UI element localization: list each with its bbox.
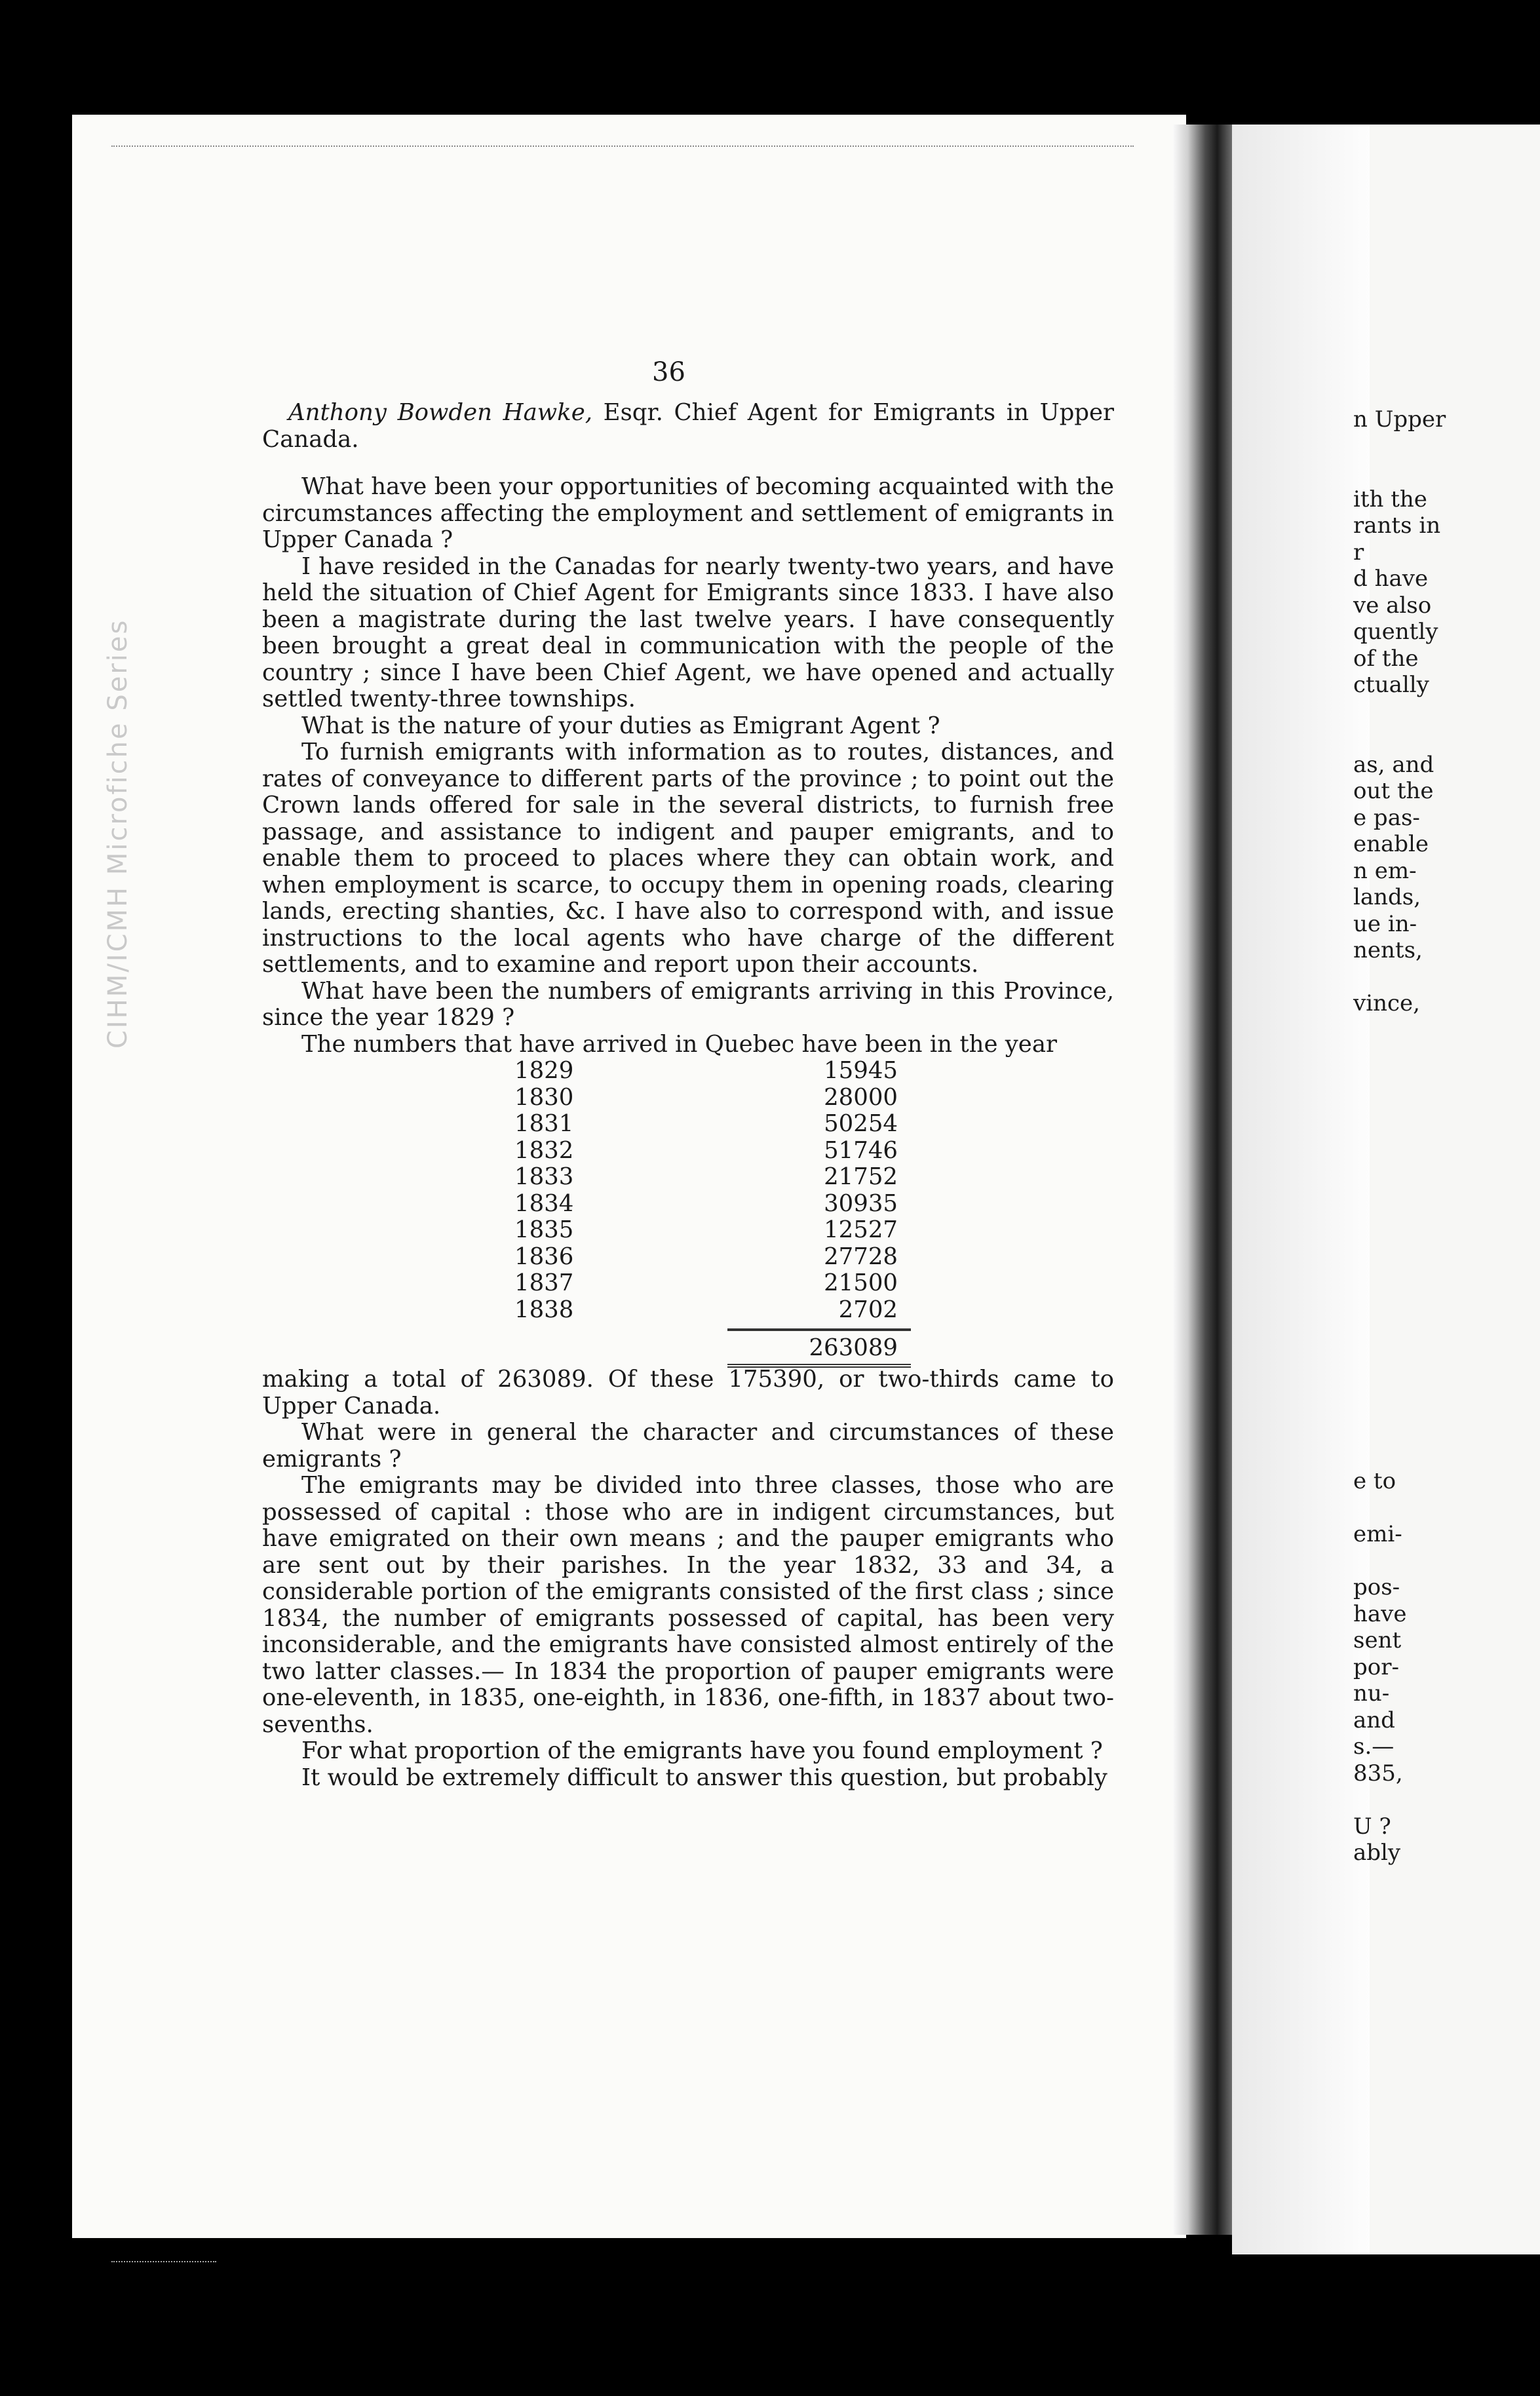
adjacent-page-fragment: as, and xyxy=(1353,751,1434,778)
adjacent-page-fragment xyxy=(1353,1229,1465,1256)
adjacent-page-fragment: U ? xyxy=(1353,1813,1391,1840)
adjacent-page-fragment: rants in xyxy=(1353,512,1441,539)
table-number: 51746 xyxy=(824,1136,898,1164)
adjacent-page-fragment xyxy=(1353,1123,1465,1150)
table-number: 50254 xyxy=(824,1110,898,1137)
adjacent-page-fragment: lands, xyxy=(1353,884,1421,910)
page-number: 36 xyxy=(652,357,685,387)
adjacent-page-fragment xyxy=(1353,1336,1465,1362)
table-row xyxy=(262,1297,1114,1324)
table-row xyxy=(262,1244,1114,1271)
paragraph: What is the nature of your duties as Emigrant Agent ? xyxy=(301,712,940,739)
adjacent-page-fragment xyxy=(1353,699,1465,725)
adjacent-page-fragment xyxy=(1353,1256,1465,1283)
table-year: 1831 xyxy=(514,1110,574,1137)
table-number: 27728 xyxy=(824,1243,898,1270)
adjacent-page-fragment: d have xyxy=(1353,566,1429,592)
table-row xyxy=(262,1085,1114,1111)
adjacent-page-fragment xyxy=(1353,725,1465,752)
adjacent-page-fragment xyxy=(1353,1389,1465,1416)
table-number: 15945 xyxy=(824,1057,898,1084)
paragraph: I have resided in the Canadas for nearly twenty-two years, and have held the situation of Chief Agent for Emigrants since 1833. I have also been a magistrate during the last twelve years. I have consequently been brought a great deal in communication with the people of the country ; since I have been Chief Agent, we have opened and actually settled twenty-three townships. xyxy=(262,552,1114,712)
adjacent-page-fragment xyxy=(1353,459,1465,486)
adjacent-page-fragment xyxy=(1353,1203,1465,1229)
adjacent-page-fragment: ctually xyxy=(1353,672,1429,698)
table-row xyxy=(262,1270,1114,1297)
paragraphs-before xyxy=(262,474,1114,1058)
bottom-rule xyxy=(111,2261,216,2262)
paragraphs-after xyxy=(262,1366,1114,1791)
table-year: 1834 xyxy=(514,1189,574,1217)
adjacent-page-fragment xyxy=(1353,1017,1465,1044)
adjacent-page-fragment: nents, xyxy=(1353,937,1423,963)
adjacent-page-text xyxy=(1353,406,1465,1866)
paragraph: For what proportion of the emigrants have you found employment ? xyxy=(301,1737,1103,1764)
adjacent-page-fragment: quently xyxy=(1353,619,1438,645)
book-gutter xyxy=(1173,125,1232,2235)
table-row xyxy=(262,1191,1114,1218)
table-year: 1829 xyxy=(514,1057,574,1084)
adjacent-page-fragment: r xyxy=(1353,539,1364,566)
adjacent-page-fragment xyxy=(1353,964,1465,991)
adjacent-page-fragment xyxy=(1353,1070,1465,1097)
paragraph: The emigrants may be divided into three classes, those who are possessed of capital : those who are in indigent circumstances, but have emigrated on their own means ; and the pauper emigrants who are sent out by their parishes. In the year 1832, 33 and 34, a considerable portion of the emigrants consisted of the first class ; since 1834, the number of emigrants possessed of capital, has been very inconsiderable, and the emigrants have consisted almost entirely of the two latter classes.— In 1834 the proportion of pauper emigrants were one-eleventh, in 1835, one-eighth, in 1836, one-fifth, in 1837 about two-sevenths. xyxy=(262,1472,1114,1738)
table-total-row xyxy=(262,1328,1114,1366)
adjacent-page-fragment: n Upper xyxy=(1353,406,1446,433)
adjacent-page-fragment: e pas- xyxy=(1353,804,1420,831)
adjacent-page-fragment: nu- xyxy=(1353,1680,1390,1707)
adjacent-page-fragment xyxy=(1353,1096,1465,1123)
table-year: 1838 xyxy=(514,1296,574,1323)
adjacent-page-fragment xyxy=(1353,1495,1465,1522)
paragraph: The numbers that have arrived in Quebec have been in the year xyxy=(301,1030,1057,1058)
adjacent-page-fragment: enable xyxy=(1353,831,1429,857)
table-row xyxy=(262,1058,1114,1085)
margin-stamp: CIHM/ICMH Microfiche Series xyxy=(103,618,133,1049)
adjacent-page-fragment: out the xyxy=(1353,778,1434,804)
adjacent-page-fragment: ve also xyxy=(1353,592,1432,619)
table-year: 1837 xyxy=(514,1269,574,1296)
table-year: 1830 xyxy=(514,1083,574,1111)
adjacent-page-fragment: emi- xyxy=(1353,1521,1402,1547)
paragraph: To furnish emigrants with information as to routes, distances, and rates of conveyance to different parts of the province ; to point out the Crown lands offered for sale in the several districts, to furnish free passage, and assistance to indigent and pauper emigrants, and to enable them to proceed to places where they can obtain work, and when employment is scarce, to occupy them in opening roads, clearing lands, erecting shanties, &c. I have also to correspond with, and issue instructions to the local agents who have charge of the different settlements, and to examine and report upon their accounts. xyxy=(262,739,1114,978)
adjacent-page-fragment: sent xyxy=(1353,1627,1402,1653)
table-number: 21500 xyxy=(824,1269,898,1296)
adjacent-page-fragment xyxy=(1353,1362,1465,1389)
adjacent-page-fragment xyxy=(1353,1043,1465,1070)
adjacent-page-fragment xyxy=(1353,1787,1465,1813)
paragraph: What were in general the character and circumstances of these emigrants ? xyxy=(262,1419,1114,1473)
page-text xyxy=(262,400,1114,1791)
table-row xyxy=(262,1164,1114,1191)
adjacent-page-fragment: pos- xyxy=(1353,1574,1400,1600)
table-number: 21752 xyxy=(824,1163,898,1190)
table-year: 1836 xyxy=(514,1243,574,1270)
paragraph: It would be extremely difficult to answer this question, but probably xyxy=(301,1764,1107,1791)
table-number: 30935 xyxy=(824,1189,898,1217)
adjacent-page-fragment xyxy=(1353,1176,1465,1203)
table-year: 1832 xyxy=(514,1136,574,1164)
adjacent-page-fragment: of the xyxy=(1353,645,1419,672)
adjacent-page-fragment: por- xyxy=(1353,1653,1399,1680)
adjacent-page-fragment xyxy=(1353,1283,1465,1309)
adjacent-page-fragment: and xyxy=(1353,1707,1395,1733)
adjacent-page-fragment: vince, xyxy=(1353,990,1420,1016)
adjacent-page-fragment xyxy=(1353,1309,1465,1336)
adjacent-page-fragment: ith the xyxy=(1353,486,1427,512)
paragraph: What have been the numbers of emigrants arriving in this Province, since the year 1829 ? xyxy=(262,977,1114,1031)
table-year: 1835 xyxy=(514,1216,574,1243)
adjacent-page-fragment xyxy=(1353,1415,1465,1442)
testimony-heading: Anthony Bowden Hawke, Esqr. Chief Agent for Emigrants in Upper Canada. xyxy=(262,399,1115,453)
paragraph: What have been your opportunities of becoming acquainted with the circumstances affecting the employment and settlement of emigrants in Upper Canada ? xyxy=(262,473,1114,553)
table-total: 263089 xyxy=(809,1334,898,1361)
adjacent-page-fragment: s.— xyxy=(1353,1733,1395,1760)
table-row xyxy=(262,1138,1114,1165)
adjacent-page-fragment: have xyxy=(1353,1600,1407,1627)
emigrant-numbers-table xyxy=(262,1058,1114,1323)
adjacent-page-fragment xyxy=(1353,1442,1465,1469)
table-number: 28000 xyxy=(824,1083,898,1111)
table-number: 12527 xyxy=(824,1216,898,1243)
adjacent-page-fragment xyxy=(1353,433,1465,460)
table-row xyxy=(262,1111,1114,1138)
top-rule xyxy=(111,145,1134,147)
adjacent-page-fragment: n em- xyxy=(1353,857,1417,884)
adjacent-page-fragment: 835, xyxy=(1353,1760,1403,1787)
adjacent-page-fragment: e to xyxy=(1353,1468,1396,1494)
adjacent-page-fragment xyxy=(1353,1150,1465,1176)
adjacent-page-fragment: ably xyxy=(1353,1840,1401,1866)
adjacent-page-fragment: ue in- xyxy=(1353,910,1417,937)
table-year: 1833 xyxy=(514,1163,574,1190)
paragraph: making a total of 263089. Of these 175390, or two-thirds came to Upper Canada. xyxy=(262,1366,1114,1420)
adjacent-page-fragment xyxy=(1353,1548,1465,1575)
table-number: 2702 xyxy=(838,1296,898,1323)
table-row xyxy=(262,1217,1114,1244)
